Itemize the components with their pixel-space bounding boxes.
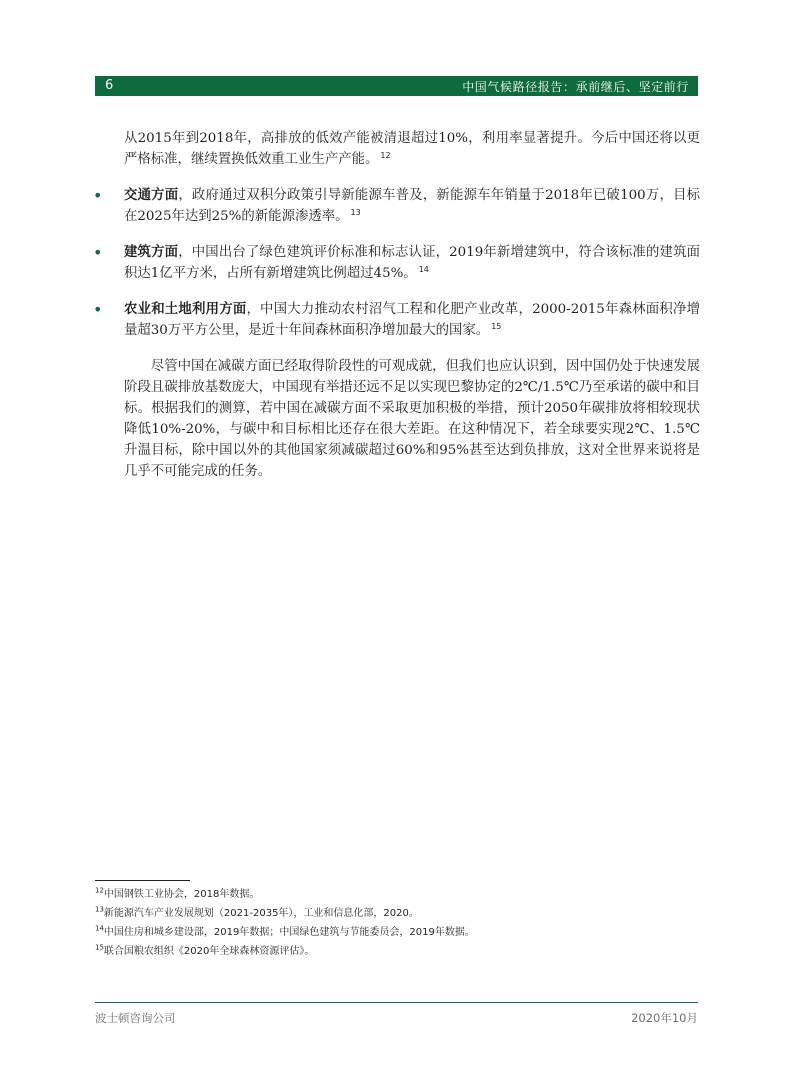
- footnote-12: [95, 885, 698, 904]
- footnote-number: 15: [95, 943, 104, 952]
- bullet-icon: •: [93, 300, 103, 319]
- conclusion-paragraph: 尽管中国在减碳方面已经取得阶段性的可观成就，但我们也应认识到，因中国仍处于快速发展阶段且碳排放基数庞大，中国现有举措还远不足以实现巴黎协定的2℃/1.5℃乃至承诺的碳中和目标。根据我们的测算，若中国在减碳方面不采取更加积极的举措，预计2050年碳排放将相较现状降低10%-20%，与碳中和目标相比还存在很大差距。在这种情况下，若全球要实现2℃、1.5℃升温目标，除中国以外的其他国家须减碳超过60%和95%甚至达到负排放，这对全世界来说将是几乎不可能完成的任务。: [124, 359, 700, 479]
- footnote-text: 中国钢铁工业协会，2018年数据。: [103, 889, 260, 900]
- bullet-icon: •: [93, 186, 103, 205]
- footnote-text: 新能源汽车产业发展规划（2021-2035年），工业和信息化部，2020。: [103, 908, 419, 919]
- footnote-14: [95, 923, 698, 942]
- footnote-number: 13: [95, 905, 104, 914]
- bullet-text: ，中国大力推动农村沼气工程和化肥产业改革，2000-2015年森林面积净增量超30万平方公里，是近十年间森林面积净增加最大的国家。: [124, 302, 701, 338]
- footer-divider: [95, 1002, 698, 1003]
- footnote-number: 12: [95, 886, 104, 895]
- bullet-lead: 农业和土地利用方面: [124, 301, 247, 317]
- footnote-text: 联合国粮农组织《2020年全球森林资源评估》。: [103, 946, 315, 957]
- footnote-13: [95, 904, 698, 923]
- bullet-icon: •: [93, 243, 103, 262]
- bullet-transport: [93, 185, 701, 227]
- bullet-text: ，中国出台了绿色建筑评价标准和标志认证，2019年新增建筑中，符合该标准的建筑面积达1亿平方米，占所有新增建筑比例超过45%。: [124, 245, 701, 281]
- header-bar: [95, 76, 698, 96]
- footnotes: [95, 885, 698, 961]
- report-title: 中国气候路径报告：承前继后、坚定前行: [462, 80, 689, 94]
- bullet-agriculture: [93, 299, 701, 341]
- page-number: 6: [105, 78, 114, 93]
- footnote-text: 中国住房和城乡建设部，2019年数据；中国绿色建筑与节能委员会，2019年数据。: [103, 927, 475, 938]
- footnote-ref: 15: [491, 321, 502, 331]
- footnote-ref: 13: [350, 207, 361, 217]
- bullet-lead: 交通方面: [124, 187, 179, 203]
- footnote-divider: [95, 880, 190, 881]
- footer-publisher: 波士顿咨询公司: [95, 1011, 176, 1025]
- main-content: [93, 128, 701, 482]
- bullet-text: ，政府通过双积分政策引导新能源车普及，新能源车年销量于2018年已破100万，目标在2025年达到25%的新能源渗透率。: [124, 188, 701, 224]
- footnote-ref: 14: [418, 264, 429, 274]
- continuation-text: 从2015年到2018年，高排放的低效产能被清退超过10%，利用率显著提升。今后中国还将以更严格标准，继续置换低效重工业生产产能。: [124, 131, 700, 167]
- footer-date: 2020年10月: [631, 1011, 698, 1025]
- continuation-paragraph: [124, 128, 700, 170]
- bullet-lead: 建筑方面: [124, 244, 179, 260]
- bullet-building: [93, 242, 701, 284]
- footnote-15: [95, 942, 698, 961]
- footnote-ref: 12: [380, 150, 391, 160]
- footnote-number: 14: [95, 924, 104, 933]
